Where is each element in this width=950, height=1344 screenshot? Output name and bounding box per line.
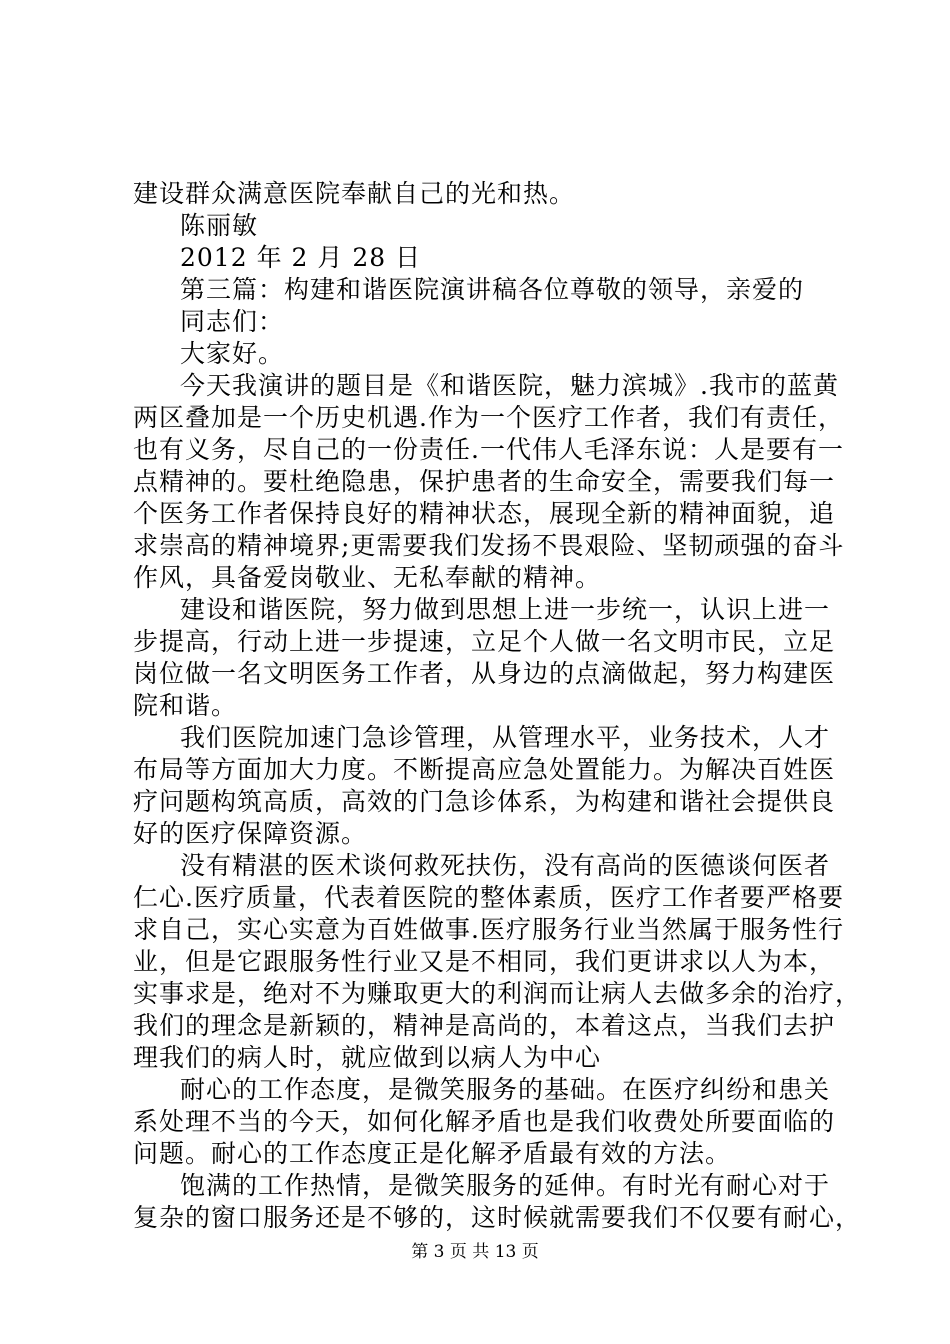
text-line: 疗问题构筑高质，高效的门急诊体系，为构建和谐社会提供良 bbox=[133, 787, 836, 816]
text-line: 业，但是它跟服务性行业又是不相同，我们更讲求以人为本， bbox=[133, 947, 836, 976]
text-line: 仁心.医疗质量，代表着医院的整体素质，医疗工作者要严格要 bbox=[133, 883, 844, 912]
text-line: 今天我演讲的题目是《和谐医院，魅力滨城》.我市的蓝黄 bbox=[180, 371, 839, 400]
text-line: 布局等方面加大力度。不断提高应急处置能力。为解决百姓医 bbox=[133, 755, 836, 784]
text-line: 大家好。 bbox=[180, 339, 285, 368]
page-number-footer: 第 3 页 共 13 页 bbox=[411, 1242, 539, 1262]
text-line: 步提高，行动上进一步提速，立足个人做一名文明市民，立足 bbox=[133, 627, 836, 656]
text-line: 点精神的。要杜绝隐患，保护患者的生命安全，需要我们每一 bbox=[133, 467, 836, 496]
text-line: 复杂的窗口服务还是不够的，这时候就需要我们不仅要有耐心， bbox=[133, 1203, 862, 1232]
text-line: 建设群众满意医院奉献自己的光和热。 bbox=[133, 179, 576, 208]
text-line: 我们医院加速门急诊管理，从管理水平，业务技术，人才 bbox=[180, 723, 831, 752]
text-line: 没有精湛的医术谈何救死扶伤，没有高尚的医德谈何医者 bbox=[180, 851, 831, 880]
text-line: 两区叠加是一个历史机遇.作为一个医疗工作者，我们有责任， bbox=[133, 403, 844, 432]
text-line: 实事求是，绝对不为赚取更大的利润而让病人去做多余的治疗， bbox=[133, 979, 862, 1008]
text-line: 理我们的病人时，就应做到以病人为中心 bbox=[133, 1043, 602, 1072]
text-line: 饱满的工作热情，是微笑服务的延伸。有时光有耐心对于 bbox=[180, 1171, 831, 1200]
section-heading: 第三篇：构建和谐医院演讲稿各位尊敬的领导，亲爱的 bbox=[180, 275, 805, 304]
text-line: 作风，具备爱岗敬业、无私奉献的精神。 bbox=[133, 563, 602, 592]
text-line: 建设和谐医院，努力做到思想上进一步统一，认识上进一 bbox=[180, 595, 831, 624]
text-line: 系处理不当的今天，如何化解矛盾也是我们收费处所要面临的 bbox=[133, 1107, 836, 1136]
text-line: 个医务工作者保持良好的精神状态，展现全新的精神面貌，追 bbox=[133, 499, 836, 528]
text-line: 院和谐。 bbox=[133, 691, 238, 720]
text-line: 岗位做一名文明医务工作者，从身边的点滴做起，努力构建医 bbox=[133, 659, 836, 688]
text-line: 问题。耐心的工作态度正是化解矛盾最有效的方法。 bbox=[133, 1139, 732, 1168]
text-line: 我们的理念是新颖的，精神是高尚的，本着这点，当我们去护 bbox=[133, 1011, 836, 1040]
text-line: 好的医疗保障资源。 bbox=[133, 819, 368, 848]
text-line: 求自己，实心实意为百姓做事.医疗服务行业当然属于服务性行 bbox=[133, 915, 844, 944]
author-name: 陈丽敏 bbox=[180, 211, 259, 240]
text-line: 求崇高的精神境界;更需要我们发扬不畏艰险、坚韧顽强的奋斗 bbox=[133, 531, 845, 560]
text-line: 耐心的工作态度，是微笑服务的基础。在医疗纠纷和患关 bbox=[180, 1075, 831, 1104]
document-date: 2012 年 2 月 28 日 bbox=[180, 243, 422, 272]
text-line: 同志们： bbox=[180, 307, 285, 336]
text-line: 也有义务，尽自己的一份责任.一代伟人毛泽东说：人是要有一 bbox=[133, 435, 844, 464]
